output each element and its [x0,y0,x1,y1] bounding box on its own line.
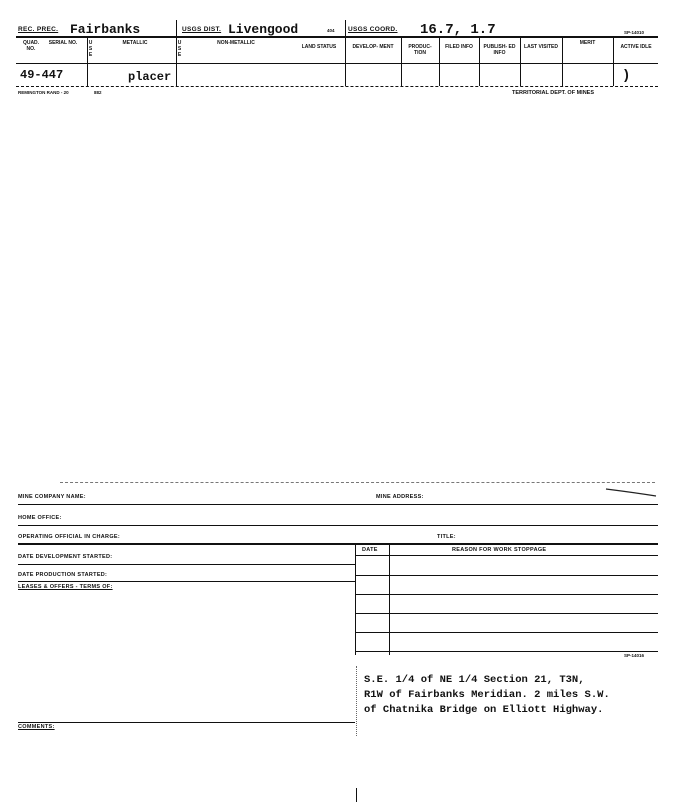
location-line-2: R1W of Fairbanks Meridian. 2 miles S.W. [364,689,610,701]
leases-label: LEASES & OFFERS - TERMS OF: [18,584,113,590]
stoppage-date-sep [389,543,390,655]
col-sep-3 [345,20,346,86]
stoppage-row-1 [355,555,658,556]
card-top-edge [60,482,655,483]
title-label: TITLE: [437,534,456,540]
col-sep-7 [520,36,521,86]
mine-company-name-label: MINE COMPANY NAME: [18,494,86,500]
col-published-info: PUBLISH- ED INFO [483,44,516,56]
quad-serial-value: 49-447 [20,68,64,82]
metallic-value: placer [128,70,172,84]
col-sep-6 [479,36,480,86]
stoppage-row-3 [355,594,658,595]
top-rule-3 [16,86,658,87]
stoppage-left-border [355,543,356,655]
col-development: DEVELOP- MENT [352,44,394,50]
col-metallic: METALLIC [122,40,148,46]
col-sep-5 [439,36,440,86]
col-quad-no: QUAD. NO. [22,40,40,52]
operating-official-label: OPERATING OFFICIAL IN CHARGE: [18,534,120,540]
stoppage-row-4 [355,613,658,614]
col-sep-4 [401,36,402,86]
home-office-rule [18,525,658,526]
col-serial-no: SERIAL NO. [48,40,78,46]
comments-label: COMMENTS: [18,724,55,730]
usgs-coord-label: USGS COORD. [348,26,398,33]
footer-right: TERRITORIAL DEPT. OF MINES [512,90,594,96]
rec-prec-label: REC. PREC. [18,26,59,33]
col-use-marker-2: U S E [177,40,182,58]
comments-rule [18,722,355,723]
col-last-visited: LAST VISITED [524,44,558,50]
stoppage-reason-header: REASON FOR WORK STOPPAGE [452,547,547,553]
stoppage-row-6 [355,651,658,652]
date-production-rule [18,581,355,582]
location-line-1: S.E. 1/4 of NE 1/4 Section 21, T3N, [364,674,585,686]
dotted-guide [356,666,357,736]
stoppage-date-header: DATE [362,547,378,553]
col-non-metallic: NON-METALLIC [217,40,255,46]
rec-prec-value: Fairbanks [70,22,141,37]
home-office-label: HOME OFFICE: [18,515,62,521]
usgs-dist-label: USGS DIST. [182,26,222,33]
date-development-rule [18,564,355,565]
pencil-mark [600,484,660,498]
mine-address-label: MINE ADDRESS: [376,494,424,500]
stoppage-row-2 [355,575,658,576]
col-land-status: LAND STATUS [301,44,337,50]
bottom-form-code: SP-14016 [624,653,645,658]
col-filed-info: FILED INFO [445,44,473,50]
usgs-dist-value: Livengood [228,22,299,37]
official-rule [18,543,658,545]
footer-left: REMINGTON RAND - 20 [18,90,69,95]
top-form-code: SP-14010 [624,30,645,35]
col-merit: MERIT [579,40,596,46]
mine-company-rule [18,504,658,505]
active-idle-mark: ) [622,68,631,84]
usgs-dist-suffix: 404 [327,28,335,33]
usgs-coord-value: 16.7, 1.7 [420,22,496,38]
bottom-guide [356,788,357,802]
location-description [364,673,610,718]
col-use-marker-1: U S E [88,40,93,58]
stoppage-row-5 [355,632,658,633]
col-production: PRODUC- TION [408,44,432,56]
col-sep-8 [562,36,563,86]
col-sep-9 [613,36,614,86]
date-production-label: DATE PRODUCTION STARTED: [18,572,108,578]
footer-left-code: 882 [94,90,102,95]
col-active-idle: ACTIVE IDLE [620,44,652,50]
date-development-label: DATE DEVELOPMENT STARTED: [18,554,113,560]
location-line-3: of Chatnika Bridge on Elliott Highway. [364,704,604,716]
